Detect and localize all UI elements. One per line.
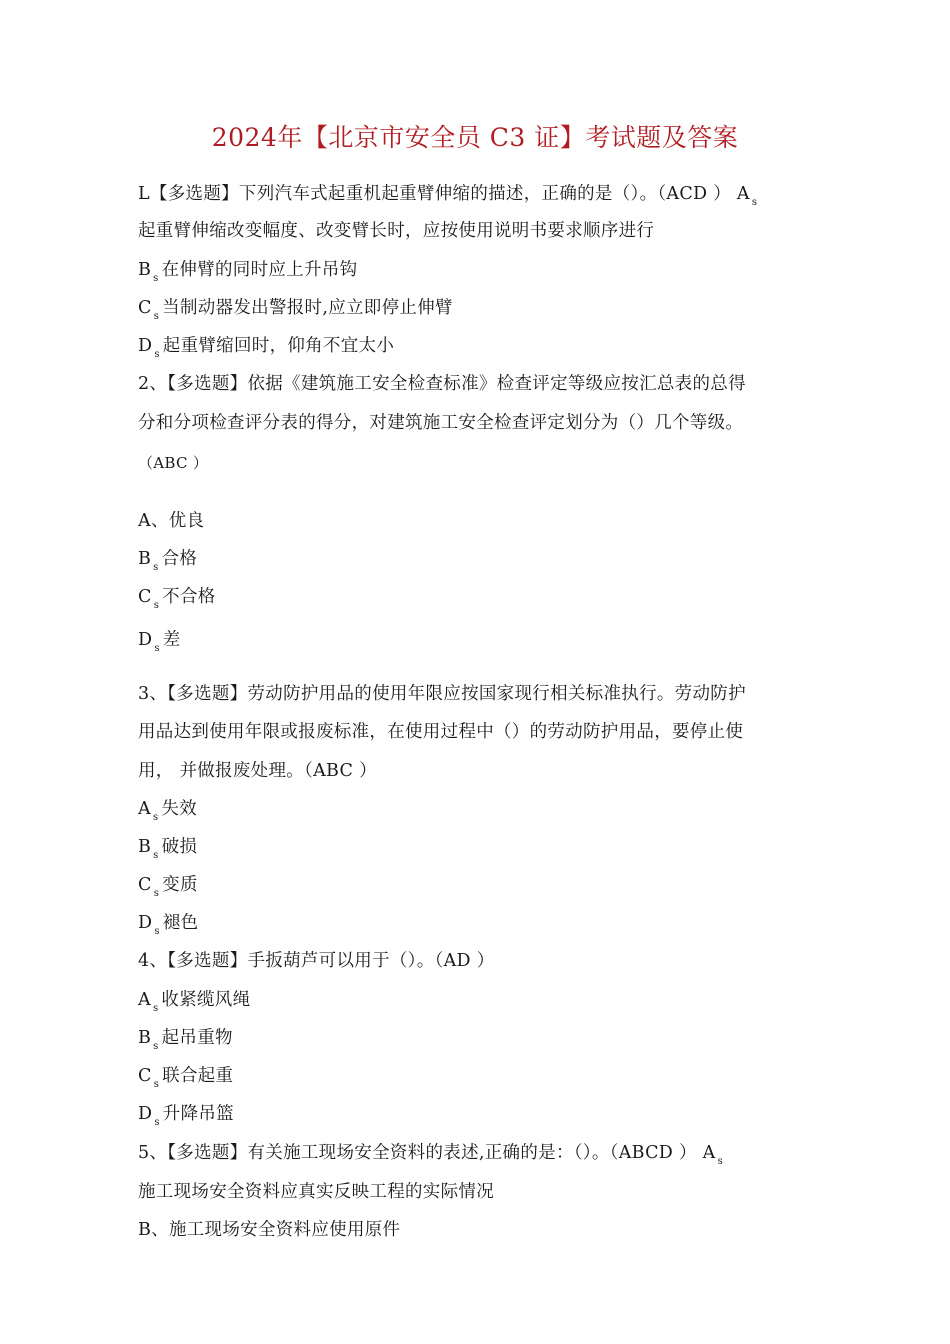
subscript-mark: s	[751, 197, 758, 208]
question-3-option-d: D $_s$ 褪色	[138, 913, 199, 937]
document-title: 2024年【北京市安全员 C3 证】考试题及答案	[211, 123, 739, 152]
question-2-option-d: D $_s$ 差	[138, 630, 181, 654]
question-1-line-1	[138, 180, 760, 208]
question-2-option-c: C $_s$ 不合格	[138, 587, 216, 611]
question-3-line-2: 用品达到使用年限或报废标准，在使用过程中（）的劳动防护用品，要停止使	[138, 722, 744, 742]
question-1-option-c: C $_s$ 当制动器发出警报时,应立即停止伸臂	[138, 298, 453, 322]
question-1-stem: L【多选题】下列汽车式起重机起重臂伸缩的描述，正确的是（）。（ACD ） A	[138, 184, 750, 204]
question-3-line-3: 用， 并做报废处理。（ABC ）	[138, 761, 377, 781]
question-1-line-2: 起重臂伸缩改变幅度、改变臂长时，应按使用说明书要求顺序进行	[138, 221, 655, 241]
question-4-option-a: A $_s$ 收紧缆风绳	[138, 990, 251, 1014]
question-3-option-b: B $_s$ 破损	[138, 837, 198, 861]
question-5-line-1	[138, 1139, 726, 1167]
question-4-option-c: C $_s$ 联合起重	[138, 1066, 234, 1090]
question-2-option-a: A、优良	[138, 511, 205, 531]
question-2-option-b: B $_s$ 合格	[138, 549, 198, 573]
question-3-option-c: C $_s$ 变质	[138, 875, 198, 899]
question-4-line-1: 4、【多选题】手扳葫芦可以用于（）。（AD ）	[138, 951, 495, 971]
question-4-option-d: D $_s$ 升降吊篮	[138, 1104, 234, 1128]
question-4-option-b: B $_s$ 起吊重物	[138, 1028, 233, 1052]
question-1-option-b: B $_s$ 在伸臂的同时应上升吊钩	[138, 260, 358, 284]
subscript-mark: s	[717, 1156, 724, 1167]
question-3-line-1: 3、【多选题】劳动防护用品的使用年限应按国家现行相关标准执行。劳动防护	[138, 684, 746, 704]
question-5-stem: 5、【多选题】有关施工现场安全资料的表述,正确的是：（）。（ABCD ） A	[138, 1143, 716, 1163]
question-5-line-2: 施工现场安全资料应真实反映工程的实际情况	[138, 1182, 494, 1202]
question-2-answer: （ABC ）	[138, 454, 209, 472]
question-5-option-b: B、施工现场安全资料应使用原件	[138, 1220, 401, 1240]
question-2-line-2: 分和分项检查评分表的得分，对建筑施工安全检查评定划分为（）几个等级。	[138, 413, 744, 433]
question-1-option-d: D $_s$ 起重臂缩回时，仰角不宜太小	[138, 336, 395, 360]
question-2-line-1: 2、【多选题】依据《建筑施工安全检查标准》检查评定等级应按汇总表的总得	[138, 374, 746, 394]
question-3-option-a: A $_s$ 失效	[138, 799, 197, 823]
